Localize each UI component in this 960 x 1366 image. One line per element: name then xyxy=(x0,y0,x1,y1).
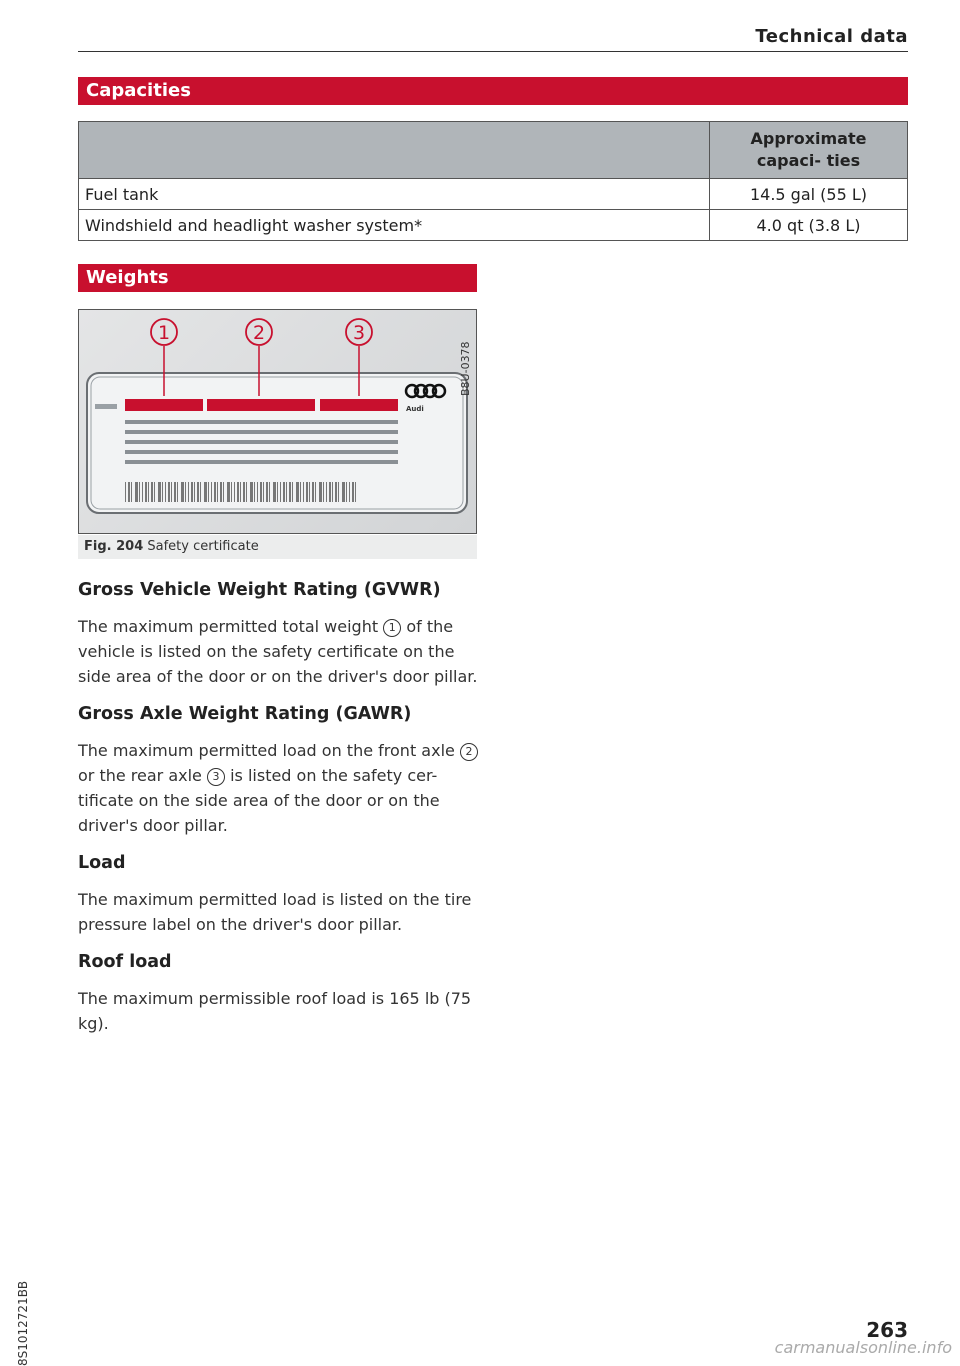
gvwr-paragraph xyxy=(78,614,478,689)
table-header-row xyxy=(79,122,908,179)
figure-code xyxy=(455,316,475,396)
gawr-paragraph xyxy=(78,738,478,838)
callout-ref-3: 3 xyxy=(207,768,225,786)
table-row xyxy=(79,210,908,241)
callout-3-label: 3 xyxy=(352,322,366,344)
front-axle-bar xyxy=(207,399,315,411)
rear-axle-bar xyxy=(320,399,398,411)
certificate-illustration xyxy=(79,310,476,533)
table-header-empty xyxy=(79,122,710,179)
row-label: Fuel tank xyxy=(79,179,710,210)
document-code xyxy=(12,1270,32,1366)
figure-number: Fig. 204 xyxy=(84,539,144,554)
gvwr-heading: Gross Vehicle Weight Rating (GVWR) xyxy=(78,580,441,600)
gvwr-text-b: of the vehicle is listed on the safety certificate on the side area of the door or on the driver's door pillar. xyxy=(78,617,478,686)
document-code-text: 8S1012721BB xyxy=(16,1280,30,1366)
callout-2-label: 2 xyxy=(252,322,266,344)
barcode xyxy=(125,482,356,502)
label-stub xyxy=(95,404,117,409)
weights-heading: Weights xyxy=(78,264,477,292)
row-value: 4.0 qt (3.8 L) xyxy=(710,210,908,241)
page-header-title: Technical data xyxy=(755,26,908,47)
gvwr-bar xyxy=(125,399,203,411)
safety-certificate-figure xyxy=(78,309,477,534)
roof-load-paragraph: The maximum permissible roof load is 165 lb (75 kg). xyxy=(78,989,472,1033)
load-heading: Load xyxy=(78,853,126,873)
page-number: 263 xyxy=(866,1318,908,1342)
row-label: Windshield and headlight washer system* xyxy=(79,210,710,241)
figure-caption xyxy=(78,535,477,559)
callout-ref-2: 2 xyxy=(460,743,478,761)
watermark: carmanualsonline.info xyxy=(774,1338,952,1357)
gvwr-text-a: The maximum permitted total weight xyxy=(78,617,379,636)
table-header-capacities: Approximate capaci- ties xyxy=(710,122,908,179)
table-row xyxy=(79,179,908,210)
load-paragraph: The maximum permitted load is listed on the tire pressure label on the driver's door pillar. xyxy=(78,890,472,934)
callout-ref-1: 1 xyxy=(383,619,401,637)
figure-caption-text: Safety certificate xyxy=(147,539,259,554)
gawr-text-a: The maximum permitted load on the front axle xyxy=(78,741,455,760)
gawr-text-c: is listed on the safety cer- tificate on the side area of the door or on the driver's door pillar. xyxy=(78,766,440,835)
figure-code-text: B8U-0378 xyxy=(459,341,472,396)
header-rule xyxy=(78,51,908,52)
roof-load-heading: Roof load xyxy=(78,952,172,972)
gawr-heading: Gross Axle Weight Rating (GAWR) xyxy=(78,704,412,724)
row-value: 14.5 gal (55 L) xyxy=(710,179,908,210)
capacities-heading: Capacities xyxy=(78,77,908,105)
audi-logo-text: Audi xyxy=(406,405,424,413)
capacities-table xyxy=(78,121,908,241)
gawr-text-b: or the rear axle xyxy=(78,766,202,785)
callout-1-label: 1 xyxy=(157,322,171,344)
